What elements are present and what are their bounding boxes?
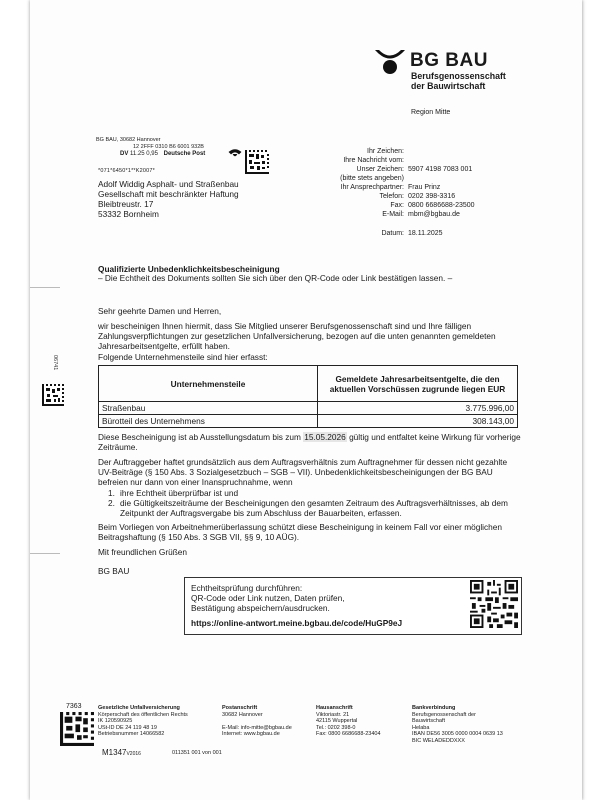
meta-label: (bitte stets angeben) xyxy=(340,175,404,182)
footer-col-title: Postanschrift xyxy=(222,705,258,711)
fold-mark xyxy=(30,287,60,288)
list-text: die Gültigkeitszeiträume der Bescheinigungen den gesamten Zeitraum des Auftragsverhältnisses, ab dem Zeitpunkt der Auftragsvergabe bis zum Abschluss der Bauarbeiten, erfassen. xyxy=(120,498,508,518)
meta-label: Fax: xyxy=(390,202,404,209)
franking-code: *071*6450*1**K2007* xyxy=(98,168,156,174)
signature: BG BAU xyxy=(98,566,130,576)
validity-pre: Diese Bescheinigung ist ab Ausstellungsdatum bis zum xyxy=(98,432,304,442)
salutation: Sehr geehrte Damen und Herren, xyxy=(98,306,222,316)
meta-label: Ihr Zeichen: xyxy=(367,148,404,155)
footer-datamatrix-icon xyxy=(60,712,94,746)
footer-col-title: Bankverbindung xyxy=(412,705,456,711)
verify-line2: QR-Code oder Link nutzen, Daten prüfen, xyxy=(191,593,345,603)
post-horn-icon xyxy=(228,148,242,158)
meta-block xyxy=(298,147,615,219)
list-item xyxy=(108,488,523,498)
verify-line3: Bestätigung abspeichern/ausdrucken. xyxy=(191,603,330,613)
footer-line: Tel.: 0202 398-0 xyxy=(316,724,356,731)
meta-value: 0202 398-3316 xyxy=(408,193,456,200)
list-number: 2. xyxy=(108,498,115,508)
logo-subtitle-2: der Bauwirtschaft xyxy=(411,81,486,91)
footer-col-bank xyxy=(412,705,503,744)
recipient-line: Gesellschaft mit beschränkter Haftung xyxy=(98,189,239,199)
date-row xyxy=(298,229,443,238)
verify-line1: Echtheitsprüfung durchführen: xyxy=(191,583,303,593)
footer-col-title: Gesetzliche Unfallversicherung xyxy=(98,705,180,711)
meta-label: Telefon: xyxy=(379,193,404,200)
date-value: 18.11.2025 xyxy=(408,230,443,237)
verify-url-link[interactable]: https://online-antwort.meine.bgbau.de/code/HuGP9eJ xyxy=(191,618,403,628)
franking-dv-label: DV xyxy=(120,151,129,157)
table-intro: Folgende Unternehmensteile sind hier erfasst: xyxy=(98,352,268,362)
table-header-amount: Gemeldete Jahresarbeitsentgelte, die den aktuellen Vorschüssen zugrunde liegen EUR xyxy=(318,366,518,402)
validity-date: 15.05.2026 xyxy=(304,432,346,442)
meta-value: 5907 4198 7083 001 xyxy=(408,166,473,173)
bgbau-logo-icon xyxy=(374,47,406,75)
footer-col-insurance xyxy=(98,705,188,738)
meta-label: Unser Zeichen: xyxy=(356,166,404,173)
franking-datamatrix-icon xyxy=(245,150,269,174)
footer-line: Bauwirtschaft xyxy=(412,718,446,724)
meta-label: Ihr Ansprechpartner: xyxy=(340,184,404,191)
table-header-parts: Unternehmensteile xyxy=(99,366,318,402)
franking-dv-value: 11.25 0,95 xyxy=(130,151,158,157)
liability-paragraph: Der Auftraggeber haftet grundsätzlich aus dem Auftragsverhältnis zum Auftragnehmer für dessen nicht gezahlte UV-Beiträge (§ 150 Abs. 3 Sozialgesetzbuch – SGB – VII). Unbedenklichkeitsbescheinigungen der BG BAU befreien nur dann von einer Inanspruchnahme, wenn xyxy=(98,457,508,487)
meta-value: 0800 6686688-23500 xyxy=(408,202,475,209)
subject-note: – Die Echtheit des Dokuments sollten Sie sich über den QR-Code oder Link bestätigen lassen. – xyxy=(98,273,453,283)
table-cell-name: Bürotteil des Unternehmens xyxy=(99,415,318,428)
footer-line: Berufsgenossenschaft der xyxy=(412,711,476,718)
logo-title: BG BAU xyxy=(410,50,488,71)
form-version: V2016 xyxy=(126,751,141,757)
page-indicator: 011351 001 von 001 xyxy=(172,750,222,756)
footer-line: 42115 Wuppertal xyxy=(316,718,358,724)
table-row xyxy=(99,415,518,428)
conditions-list xyxy=(108,488,523,518)
region: Region Mitte xyxy=(411,109,451,116)
validity-paragraph xyxy=(98,432,523,452)
table-cell-value: 3.775.996,00 xyxy=(318,402,518,415)
footer-line: Fax: 0800 6686688-23404 xyxy=(316,731,381,737)
footer-line: USt-ID DE 24 119 48 19 xyxy=(98,724,157,731)
footer-col-postal xyxy=(222,705,292,738)
footer-col-title: Hausanschrift xyxy=(316,705,353,711)
list-text: ihre Echtheit überprüfbar ist und xyxy=(120,488,239,498)
footer-line: Internet: www.bgbau.de xyxy=(222,731,280,737)
fold-mark xyxy=(30,553,60,554)
intro-paragraph: wir bescheinigen Ihnen hiermit, dass Sie Mitglied unserer Berufsgenossenschaft sind und Ihre fälligen Zahlungsverpflichtungen zur gesetzlichen Unfallversicherung, bezogen auf die unten genannten gemeldeten Jahresarbeitsentgelte, erfüllt haben. xyxy=(98,321,496,351)
form-number xyxy=(102,748,141,757)
date-label: Datum: xyxy=(381,230,404,237)
footer-line: E-Mail: info-mitte@bgbau.de xyxy=(222,724,292,731)
recipient-address xyxy=(98,179,239,219)
footer-line: 30682 Hannover xyxy=(222,711,263,718)
footer-line: Viktoriastr. 21 xyxy=(316,711,350,718)
meta-value: mbm@bgbau.de xyxy=(408,211,460,218)
leasing-paragraph: Beim Vorliegen von Arbeitnehmerüberlassung schützt diese Bescheinigung in keinem Fall vor einer möglichen Beitragshaftung (§ 150 Abs. 3 SGB VII, §§ 9, 10 AÜG). xyxy=(98,522,503,542)
footer-col-address xyxy=(316,705,381,738)
footer-line: IK 120590925 xyxy=(98,718,133,724)
form-code: M1347 xyxy=(102,748,127,757)
footer-line: Betriebsnummer 14066582 xyxy=(98,731,165,737)
company-parts-table xyxy=(98,365,518,428)
footer-line: BIC WELADEDDXXX xyxy=(412,737,465,744)
recipient-line: Bleibtreustr. 17 xyxy=(98,199,154,209)
closing: Mit freundlichen Grüßen xyxy=(98,547,188,557)
meta-label: E-Mail: xyxy=(382,211,404,218)
meta-label: Ihre Nachricht vom: xyxy=(343,157,404,164)
validity-post: gültig und entfaltet keine Wirkung für vorherige Zeiträume. xyxy=(98,432,521,452)
franking-dv xyxy=(120,151,205,158)
franking-post: Deutsche Post xyxy=(163,151,206,157)
table-cell-value: 308.143,00 xyxy=(318,415,518,428)
recipient-line: 53332 Bornheim xyxy=(98,209,159,219)
sender-line: BG BAU, 30682 Hannover xyxy=(96,137,161,143)
footer-number: 7363 xyxy=(66,703,82,710)
subject-title: Qualifizierte Unbedenklichkeitsbescheinigung xyxy=(98,264,280,274)
franking-line: 12 2FFF 0310 B6 6001 932B xyxy=(133,144,204,150)
footer-line: Helaba xyxy=(412,724,430,731)
footer-line: IBAN DE56 3005 0000 0004 0639 13 xyxy=(412,731,503,737)
list-item xyxy=(108,498,523,518)
table-cell-name: Straßenbau xyxy=(99,402,318,415)
side-datamatrix-icon xyxy=(42,384,64,406)
footer-line: Körperschaft des öffentlichen Rechts xyxy=(98,711,188,718)
meta-value: Frau Prinz xyxy=(408,184,441,191)
logo-subtitle-1: Berufsgenossenschaft xyxy=(411,71,506,81)
verification-qr-code-icon[interactable] xyxy=(470,580,518,628)
table-row xyxy=(99,402,518,415)
list-number: 1. xyxy=(108,488,115,498)
side-code: 06741 xyxy=(52,355,58,371)
recipient-line: Adolf Widdig Asphalt- und Straßenbau xyxy=(98,179,239,189)
